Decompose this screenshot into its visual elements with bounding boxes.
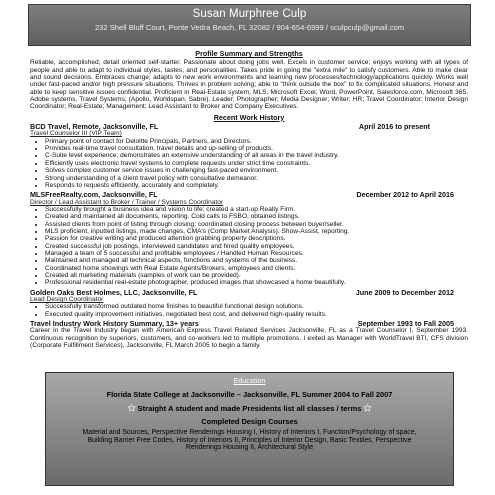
- education-school: Florida State College at Jacksonville – Jacksonville, FL Summer 2004 to Fall 2007: [106, 390, 393, 399]
- job-entry: [30, 123, 468, 189]
- work-history-title: Recent Work History: [213, 112, 285, 122]
- job-role: Director / Lead Assistant to Broker / Trainer / Systems Coordinator: [30, 198, 224, 206]
- job-dates: December 2012 to April 2016: [356, 190, 454, 200]
- job-bullet: • Efficiently uses electronic travel systems to complete requests under strict time constraints.: [45, 160, 468, 167]
- travel-summary-header: [30, 320, 468, 327]
- resume-body: [30, 50, 468, 352]
- education-box: [45, 372, 454, 486]
- education-courses: Material and Sources, Perspective Renderings Housing I, History of Interiors I, Function/Psychology of space, Building Barrier Free Codes, History of Interiors II, Principles of Interior Design, Basic Textiles, Perspective Renderings Housing II, Architectural Style: [82, 429, 417, 452]
- job-header: [30, 191, 468, 198]
- job-bullet: • Responds to requests efficiently, accurately and completely.: [45, 182, 468, 189]
- job-role: Lead Design Coordinator: [30, 296, 104, 303]
- education-honor: Straight A student and made Presidents list all classes / terms: [137, 404, 362, 413]
- travel-summary-text: Career in the Travel Industry began with American Express Travel Related Services Jacksonville, FL as a Travel Counselor I, September 1993. Continuous recognition by superiors, customers, and co-workers led to multiple promotions. I exited as Manager with WorldTravel BTI, CFS division (Corporate Fulfillment Services), Jacksonville, FL March 2005 to begin a family.: [30, 327, 468, 350]
- job-bullet: • Created successful job postings, interviewed candidates and hired quality employees.: [45, 243, 468, 250]
- job-bullet: • Passion for creative writing and produced attention grabbing property descriptions.: [45, 235, 468, 242]
- job-bullet: • Created all marketing materials (samples of work can be provided).: [45, 272, 468, 279]
- job-bullets: [30, 206, 468, 287]
- job-bullet: • MLS proficient, inputted listings, made changes, CMA's (Comp Market Analysis), Show-Assist, reporting.: [45, 228, 468, 235]
- resume-header: [28, 4, 471, 46]
- job-bullet: • Primary point of contact for Deloitte Principals, Partners, and Directors.: [45, 138, 468, 145]
- contact-line: 232 Shell Bluff Court, Ponte Vedra Beach, FL 32082 / 904-654-6999 / sculpculp@gmail.com: [94, 23, 405, 32]
- profile-section-title: Profile Summary and Strengths: [195, 49, 303, 58]
- job-company: MLSFreeRealty.com, Jacksonville, FL: [30, 190, 158, 200]
- job-bullet: • Coordinated home showings with Real Estate Agents/Brokers, employees and clients.: [45, 265, 468, 272]
- job-entry: [30, 191, 468, 286]
- job-bullet: • Successfully transformed outdated home finishes to beautiful functional design solutions.: [45, 303, 468, 310]
- job-header: [30, 289, 468, 296]
- job-dates: April 2016 to present: [358, 122, 430, 132]
- job-company: BCD Travel, Remote, Jacksonville, FL: [30, 122, 159, 132]
- job-bullet: • C-Suite level experience; demonstrates an extensive understanding of all areas in the travel industry.: [45, 152, 468, 159]
- travel-summary-title: Travel Industry Work History Summary, 13+ years: [30, 319, 199, 329]
- education-title: Education: [233, 376, 266, 385]
- job-bullets: [30, 138, 468, 189]
- job-bullet: • Managed a team of 5 successful and profitable employees / Handled Human Resources.: [45, 250, 468, 257]
- star-icon: ✩: [363, 403, 372, 413]
- job-bullet: • Successfully brought a business idea and vision to life; created a start-up Realty Firm.: [45, 206, 468, 213]
- job-entry: [30, 289, 468, 318]
- candidate-name: Susan Murphree Culp: [192, 8, 307, 20]
- education-honor-line: [46, 403, 453, 414]
- job-bullet: • Strong understanding of a client travel policy with consultative demeanor.: [45, 175, 468, 182]
- profile-summary-text: Reliable, accomplished, detail oriented self-starter. Passionate about doing jobs well. Excels in customer service; enjoys working with all types of people and able to adapt to individual styles, tastes, and personalities. Takes pride in going the "extra mile" to satisfy customers. Able to make clear and sound decisions. Embraces change; adapts to new work environments and learning new processes/technology/applications quickly. Works well under fast-paced and/or high pressure situations. Thrives in problem solving; able to "think outside the box" to fix complicated situations. Honest and able to keep sensitive issues confidential. Proficient in Real-Estate system; MLS, Microsoft Excel, Word, PowerPoint, Salesforce.com, Microsoft 365, Adobe systems, Travel Systems; (Apollo, Worldspan, Sabre). Leader; Photographer; Media Designer; Writer; HR; Travel Coordinator; Interior Design Coordinator; Real-Estate; Management; Lead Assistant to Broker and Company Executives.: [30, 59, 468, 111]
- job-bullet: • Provides real-time travel consultation, travel details and up-selling of products.: [45, 145, 468, 152]
- job-bullet: • Executed quality improvement initiatives, negotiated best cost, and delivered high-quality results.: [45, 311, 468, 318]
- job-bullet: • Maintained and managed all technical aspects, functions and systems of the business.: [45, 257, 468, 264]
- education-completed: Completed Design Courses: [201, 417, 298, 426]
- job-bullets: [30, 303, 468, 318]
- job-bullet: • Solves complex customer service issues in challenging fast-paced environment.: [45, 167, 468, 174]
- job-header: [30, 123, 468, 130]
- job-bullet: • Professional residential real-estate photographer, produced images that showcased a home beautifully.: [45, 279, 468, 286]
- job-dates: June 2009 to December 2012: [355, 287, 454, 297]
- travel-summary-dates: September 1993 to Fall 2005: [357, 319, 454, 329]
- job-bullet: • Created and maintained all documents, reporting. Cold calls to FSBO, obtained listings.: [45, 213, 468, 220]
- job-role: Travel Counselor III (VIP Team): [30, 130, 122, 138]
- star-icon: ✩: [127, 403, 136, 413]
- job-company: Golden Oaks Best Holmes, LLC, Jacksonville, FL: [30, 287, 198, 297]
- job-bullet: • Assisted clients from point of listing through closing; coordinated closing process between buyer/seller.: [45, 221, 468, 228]
